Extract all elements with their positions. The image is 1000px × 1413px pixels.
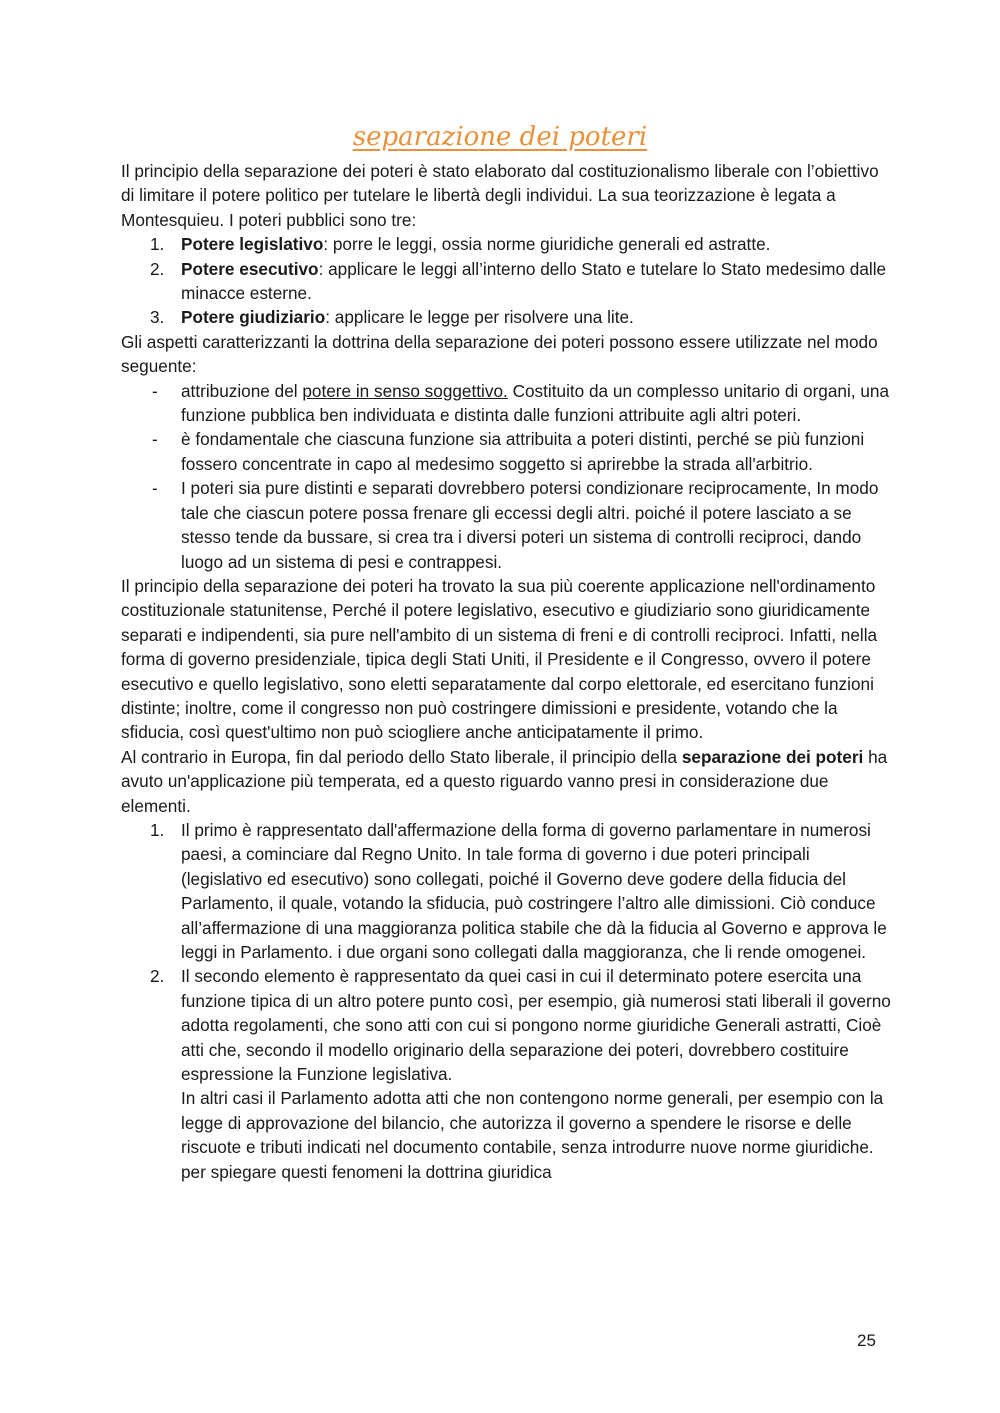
aspects-intro-paragraph: Gli aspetti caratterizzanti la dottrina della separazione dei poteri possono essere utilizzate nel modo seguente: (121, 331, 878, 377)
list-item (121, 427, 891, 476)
term-definition: : porre le leggi, ossia norme giuridiche generali ed astratte. (323, 234, 771, 255)
powers-list (121, 232, 891, 330)
aspect-text: Costituito da un complesso unitario di organi, una funzione pubblica ben individuata e distinta dalle funzioni attribuite agli altri poteri. (181, 380, 890, 426)
list-item (121, 257, 891, 306)
list-item (121, 818, 891, 964)
europe-text-post: ha avuto un'applicazione più temperata, ed a questo riguardo vanno presi in considerazione due elementi. (121, 746, 888, 816)
element-continuation: In altri casi il Parlamento adotta atti che non contengono norme generali, per esempio con la legge di approvazione del bilancio, che autorizza il governo a spendere le risorse e delle riscuote e tributi indicati nel documento contabile, senza introdurre nuove norme giuridiche. per spiegare questi fenomeni la dottrina giuridica (181, 1088, 884, 1182)
list-number: 1. (150, 819, 165, 840)
aspects-list (121, 379, 891, 574)
list-item (121, 476, 891, 574)
list-number: 2. (150, 966, 165, 987)
term-definition: : applicare le leggi all’interno dello Stato e tutelare lo Stato medesimo dalle minacce esterne. (181, 258, 887, 304)
page-title: separazione dei poteri (352, 122, 648, 152)
list-number: 3. (150, 307, 165, 328)
document-body (121, 159, 891, 1184)
list-item (121, 232, 891, 256)
term-bold: Potere esecutivo (181, 258, 319, 279)
term-bold: Potere giudiziario (181, 307, 326, 328)
term-bold: separazione dei poteri (681, 746, 864, 767)
list-item (121, 964, 891, 1184)
elements-list (121, 818, 891, 1184)
aspect-text-pre: attribuzione del (181, 380, 303, 401)
element-text: Il primo è rappresentato dall'affermazione della forma di governo parlamentare in numerosi paesi, a cominciare dal Regno Unito. In tale forma di governo i due poteri principali (legislativo ed esecutivo) sono collegati, poiché il Governo deve godere della fiducia del Parlamento, il quale, votando la sfiducia, può costringere l’altro alle dimissioni. Ciò conduce all’affermazione di una maggioranza politica stabile che dà la fiducia al Governo e approva le leggi in Parlamento. i due organi sono collegati dalla maggioranza, che li rende omogenei. (181, 819, 887, 962)
page-number: 25 (857, 1331, 876, 1350)
list-item (121, 379, 891, 428)
europe-text-pre: Al contrario in Europa, fin dal periodo dello Stato liberale, il principio della (121, 746, 682, 767)
intro-paragraph: Il principio della separazione dei poteri è stato elaborato dal costituzionalismo liberale con l’obiettivo di limitare il potere politico per tutelare le libertà degli individui. La sua teorizzazione è legata a Montesquieu. I poteri pubblici sono tre: (121, 161, 879, 230)
list-number: 1. (150, 234, 165, 255)
term-bold: Potere legislativo (181, 234, 324, 255)
dash-marker: - (152, 478, 158, 499)
europe-paragraph (121, 745, 891, 818)
term-definition: : applicare le legge per risolvere una lite. (325, 307, 634, 328)
dash-marker: - (152, 429, 158, 450)
underlined-term: potere in senso soggettivo. (302, 380, 508, 401)
element-text: Il secondo elemento è rappresentato da quei casi in cui il determinato potere esercita una funzione tipica di un altro potere punto così, per esempio, già numerosi stati liberali il governo adotta regolamenti, che sono atti con cui si pongono norme giuridiche Generali astratti, Cioè atti che, secondo il modello originario della separazione dei poteri, dovrebbero costituire espressione la Funzione legislativa. (181, 966, 891, 1085)
aspect-text: è fondamentale che ciascuna funzione sia attribuita a poteri distinti, perché se più funzioni fossero concentrate in capo al medesimo soggetto si aprirebbe la strada all'arbitrio. (181, 429, 865, 474)
list-item (121, 305, 891, 329)
aspect-text: I poteri sia pure distinti e separati dovrebbero potersi condizionare reciprocamente, In modo tale che ciascun potere possa frenare gli eccessi degli altri. poiché il potere lasciato a se stesso tende da bussare, si crea tra i diversi poteri un sistema di controlli reciproci, dando luogo ad un sistema di pesi e contrappesi. (181, 478, 879, 572)
usa-paragraph: Il principio della separazione dei poteri ha trovato la sua più coerente applicazione nell'ordinamento costituzionale statunitense, Perché il potere legislativo, esecutivo e giudiziario sono giuridicamente separati e indipendenti, sia pure nell'ambito di un sistema di freni e di controlli reciproci. Infatti, nella forma di governo presidenziale, tipica degli Stati Uniti, il Presidente e il Congresso, ovvero il potere esecutivo e quello legislativo, sono eletti separatamente dal corpo elettorale, ed esercitano funzioni distinte; inoltre, come il congresso non può costringere dimissioni e presidente, votando che la sfiducia, così quest'ultimo non può sciogliere anche anticipatamente il primo. (121, 575, 878, 743)
dash-marker: - (152, 380, 158, 401)
list-number: 2. (150, 258, 165, 279)
